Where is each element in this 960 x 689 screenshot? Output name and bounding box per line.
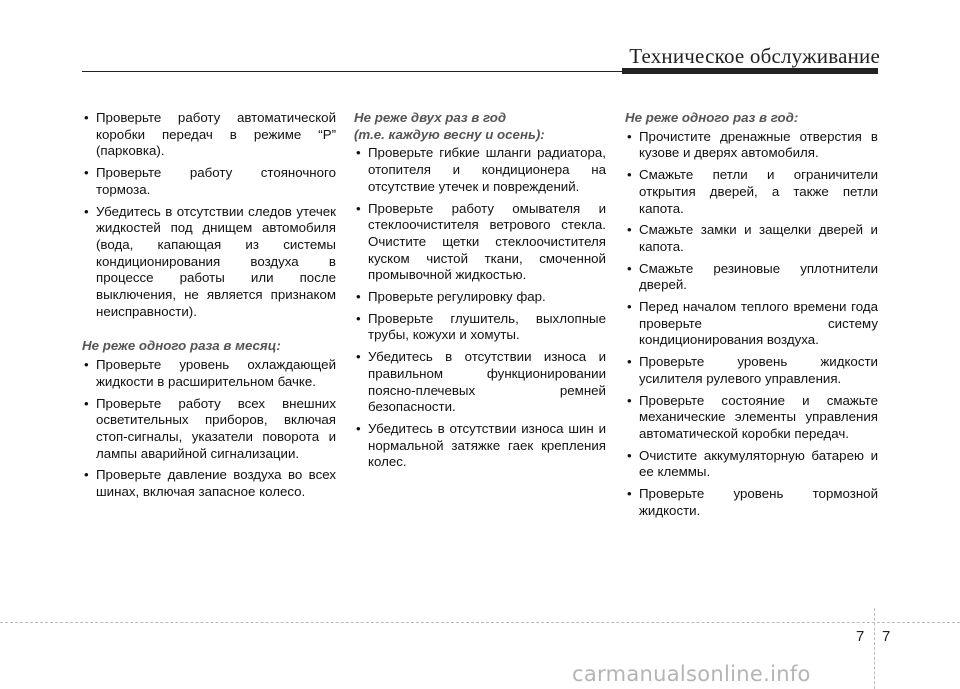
list-item: • Проверьте гибкие шланги радиатора, отопителя и кондиционера на отсутствие утечек и повреждений. bbox=[354, 145, 606, 195]
list-item: • Проверьте работу всех внешних осветительных приборов, включая стоп-сигналы, указатели поворота и лампы аварийной сигнализации. bbox=[82, 396, 336, 463]
list-item: • Проверьте уровень жидкости усилителя рулевого управления. bbox=[625, 354, 878, 387]
list-item: • Очистите аккумуляторную батарею и ее клеммы. bbox=[625, 448, 878, 481]
list-item: • Убедитесь в отсутствии износа шин и нормальной затяжке гаек крепления колес. bbox=[354, 421, 606, 471]
page-section-number: 7 bbox=[856, 628, 865, 645]
column-2 bbox=[354, 110, 606, 476]
list-item: • Проверьте уровень тормозной жидкости. bbox=[625, 486, 878, 519]
list-item: • Смажьте петли и ограничители открытия дверей, а также петли капота. bbox=[625, 167, 878, 217]
column-3 bbox=[625, 110, 878, 524]
bullet-list bbox=[625, 129, 878, 520]
list-item: • Проверьте работу автоматической коробки передач в режиме “P” (парковка). bbox=[82, 110, 336, 160]
bullet-list bbox=[82, 110, 336, 320]
footer-crop-line bbox=[0, 622, 960, 623]
list-item: • Смажьте замки и защелки дверей и капота. bbox=[625, 222, 878, 255]
list-item: • Смажьте резиновые уплотнители дверей. bbox=[625, 261, 878, 294]
section-heading-monthly: Не реже одного раза в месяц: bbox=[82, 338, 281, 354]
section-heading-twice-yearly: Не реже двух раз в год bbox=[354, 110, 507, 125]
list-item: • Проверьте давление воздуха во всех шинах, включая запасное колесо. bbox=[82, 467, 336, 500]
list-item: • Перед началом теплого времени года проверьте систему кондиционирования воздуха. bbox=[625, 299, 878, 349]
header-rule-thick bbox=[622, 68, 878, 74]
header-rule bbox=[82, 71, 622, 72]
bullet-list bbox=[354, 145, 606, 471]
list-item: • Проверьте регулировку фар. bbox=[354, 289, 606, 306]
watermark: carmanualsonline.info bbox=[572, 662, 811, 686]
list-item: • Убедитесь в отсутствии износа и правильном функционировании поясно-плечевых ремней безопасности. bbox=[354, 349, 606, 416]
bullet-list bbox=[82, 357, 336, 501]
list-item: • Проверьте работу омывателя и стеклоочистителя ветрового стекла. Очистите щетки стеклоочистителя куском чистой ткани, смоченной промывочной жидкостью. bbox=[354, 201, 606, 285]
list-item: • Проверьте уровень охлаждающей жидкости в расширительном бачке. bbox=[82, 357, 336, 390]
page-header-title: Техническое обслуживание bbox=[629, 44, 880, 68]
column-1 bbox=[82, 110, 336, 506]
list-item: • Проверьте работу стояночного тормоза. bbox=[82, 165, 336, 198]
list-item: • Проверьте состояние и смажьте механические элементы управления автоматической коробки передач. bbox=[625, 393, 878, 443]
list-item: • Прочистите дренажные отверстия в кузове и дверях автомобиля. bbox=[625, 129, 878, 162]
section-heading-yearly: Не реже одного раз в год: bbox=[625, 110, 799, 125]
section-subheading-seasons: (т.е. каждую весну и осень): bbox=[354, 126, 545, 142]
footer-crop-line-vertical bbox=[874, 608, 875, 689]
page-number-value: 7 bbox=[882, 628, 891, 645]
list-item: • Убедитесь в отсутствии следов утечек жидкостей под днищем автомобиля (вода, капающая из системы кондиционирования воздуха в процессе работы или после выключения, не является признаком неисправности). bbox=[82, 204, 336, 321]
list-item: • Проверьте глушитель, выхлопные трубы, кожухи и хомуты. bbox=[354, 311, 606, 344]
